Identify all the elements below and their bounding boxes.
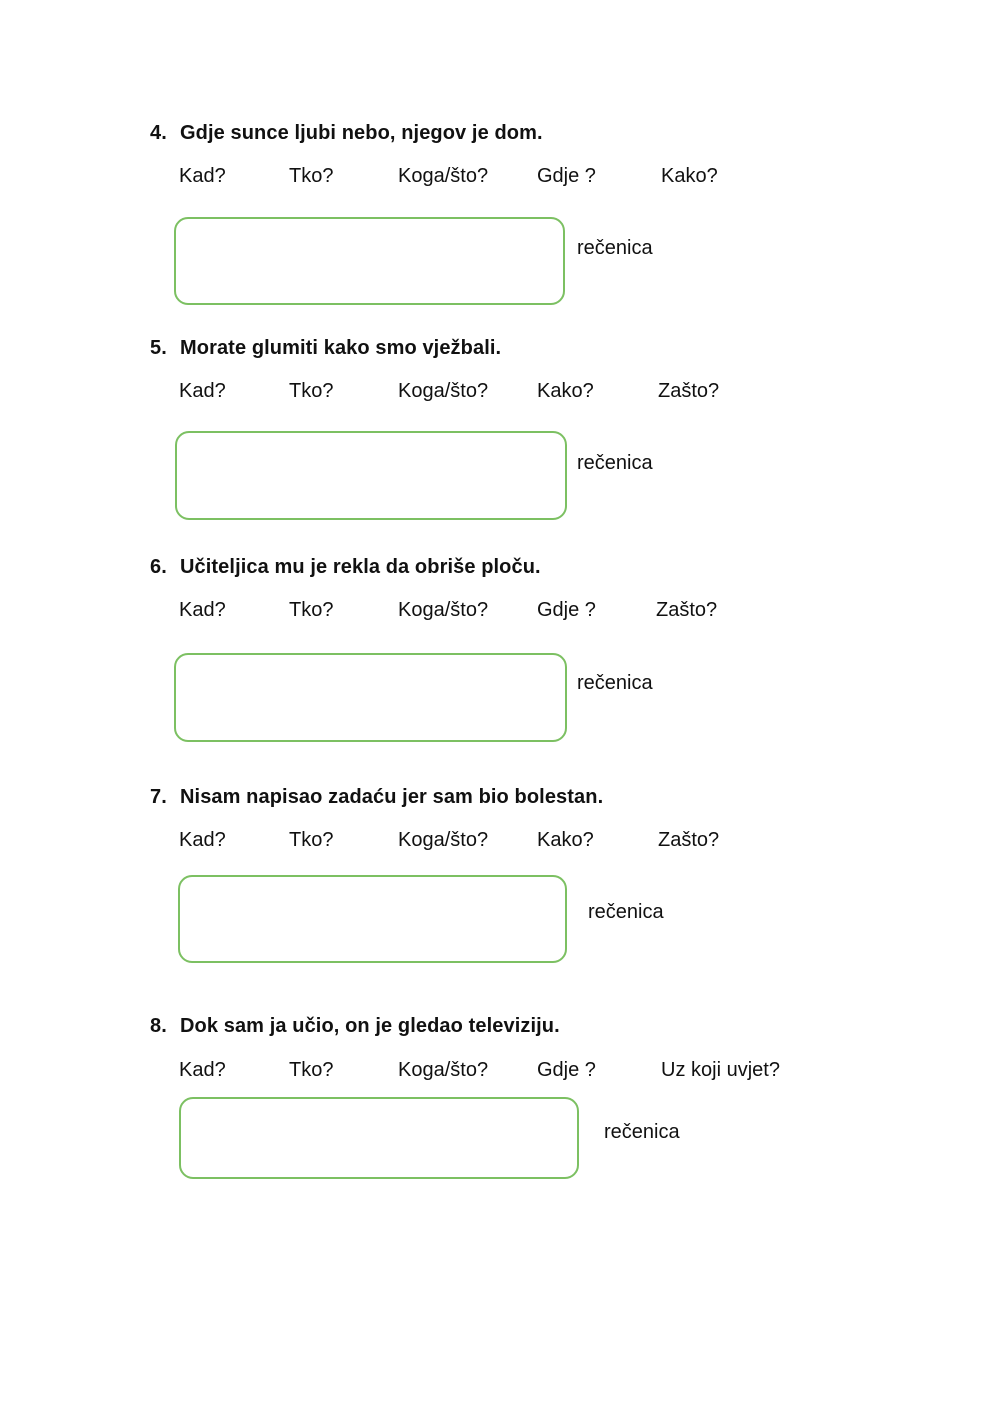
option-tko[interactable]: Tko? <box>289 829 334 851</box>
question-sentence: Nisam napisao zadaću jer sam bio bolestan. <box>180 786 604 808</box>
option-kad[interactable]: Kad? <box>179 165 226 187</box>
option-tko[interactable]: Tko? <box>289 599 334 621</box>
option-koga-sto[interactable]: Koga/što? <box>398 599 489 621</box>
question-number: 6. <box>150 556 167 578</box>
answer-box-4[interactable] <box>174 217 565 305</box>
option-kako[interactable]: Kako? <box>537 380 594 402</box>
question-sentence: Morate glumiti kako smo vježbali. <box>180 337 502 359</box>
question-6-title <box>150 556 541 579</box>
option-kad[interactable]: Kad? <box>179 380 226 402</box>
option-kad[interactable]: Kad? <box>179 1059 226 1081</box>
question-sentence: Učiteljica mu je rekla da obriše ploču. <box>180 556 541 578</box>
question-4-title <box>150 122 543 145</box>
option-tko[interactable]: Tko? <box>289 165 334 187</box>
option-tko[interactable]: Tko? <box>289 380 334 402</box>
option-zasto[interactable]: Zašto? <box>656 599 718 621</box>
box-label: rečenica <box>577 672 653 694</box>
option-gdje[interactable]: Gdje ? <box>537 165 596 187</box>
question-7-title <box>150 786 603 809</box>
answer-box-6[interactable] <box>174 653 567 742</box>
question-5-title <box>150 337 501 360</box>
question-sentence: Gdje sunce ljubi nebo, njegov je dom. <box>180 122 543 144</box>
option-uz-koji-uvjet[interactable]: Uz koji uvjet? <box>661 1059 780 1081</box>
answer-box-8[interactable] <box>179 1097 579 1179</box>
option-zasto[interactable]: Zašto? <box>658 829 720 851</box>
option-kako[interactable]: Kako? <box>537 829 594 851</box>
question-number: 4. <box>150 122 167 144</box>
option-kad[interactable]: Kad? <box>179 829 226 851</box>
option-koga-sto[interactable]: Koga/što? <box>398 165 489 187</box>
box-label: rečenica <box>577 237 653 259</box>
option-zasto[interactable]: Zašto? <box>658 380 720 402</box>
question-number: 5. <box>150 337 167 359</box>
option-tko[interactable]: Tko? <box>289 1059 334 1081</box>
answer-box-7[interactable] <box>178 875 567 963</box>
option-gdje[interactable]: Gdje ? <box>537 1059 596 1081</box>
box-label: rečenica <box>604 1121 680 1143</box>
box-label: rečenica <box>577 452 653 474</box>
option-kad[interactable]: Kad? <box>179 599 226 621</box>
question-sentence: Dok sam ja učio, on je gledao televiziju. <box>180 1015 560 1037</box>
question-number: 7. <box>150 786 167 808</box>
option-koga-sto[interactable]: Koga/što? <box>398 1059 489 1081</box>
option-kako[interactable]: Kako? <box>661 165 718 187</box>
question-8-title <box>150 1015 560 1038</box>
answer-box-5[interactable] <box>175 431 567 520</box>
question-number: 8. <box>150 1015 167 1037</box>
box-label: rečenica <box>588 901 664 923</box>
option-koga-sto[interactable]: Koga/što? <box>398 380 489 402</box>
option-koga-sto[interactable]: Koga/što? <box>398 829 489 851</box>
option-gdje[interactable]: Gdje ? <box>537 599 596 621</box>
